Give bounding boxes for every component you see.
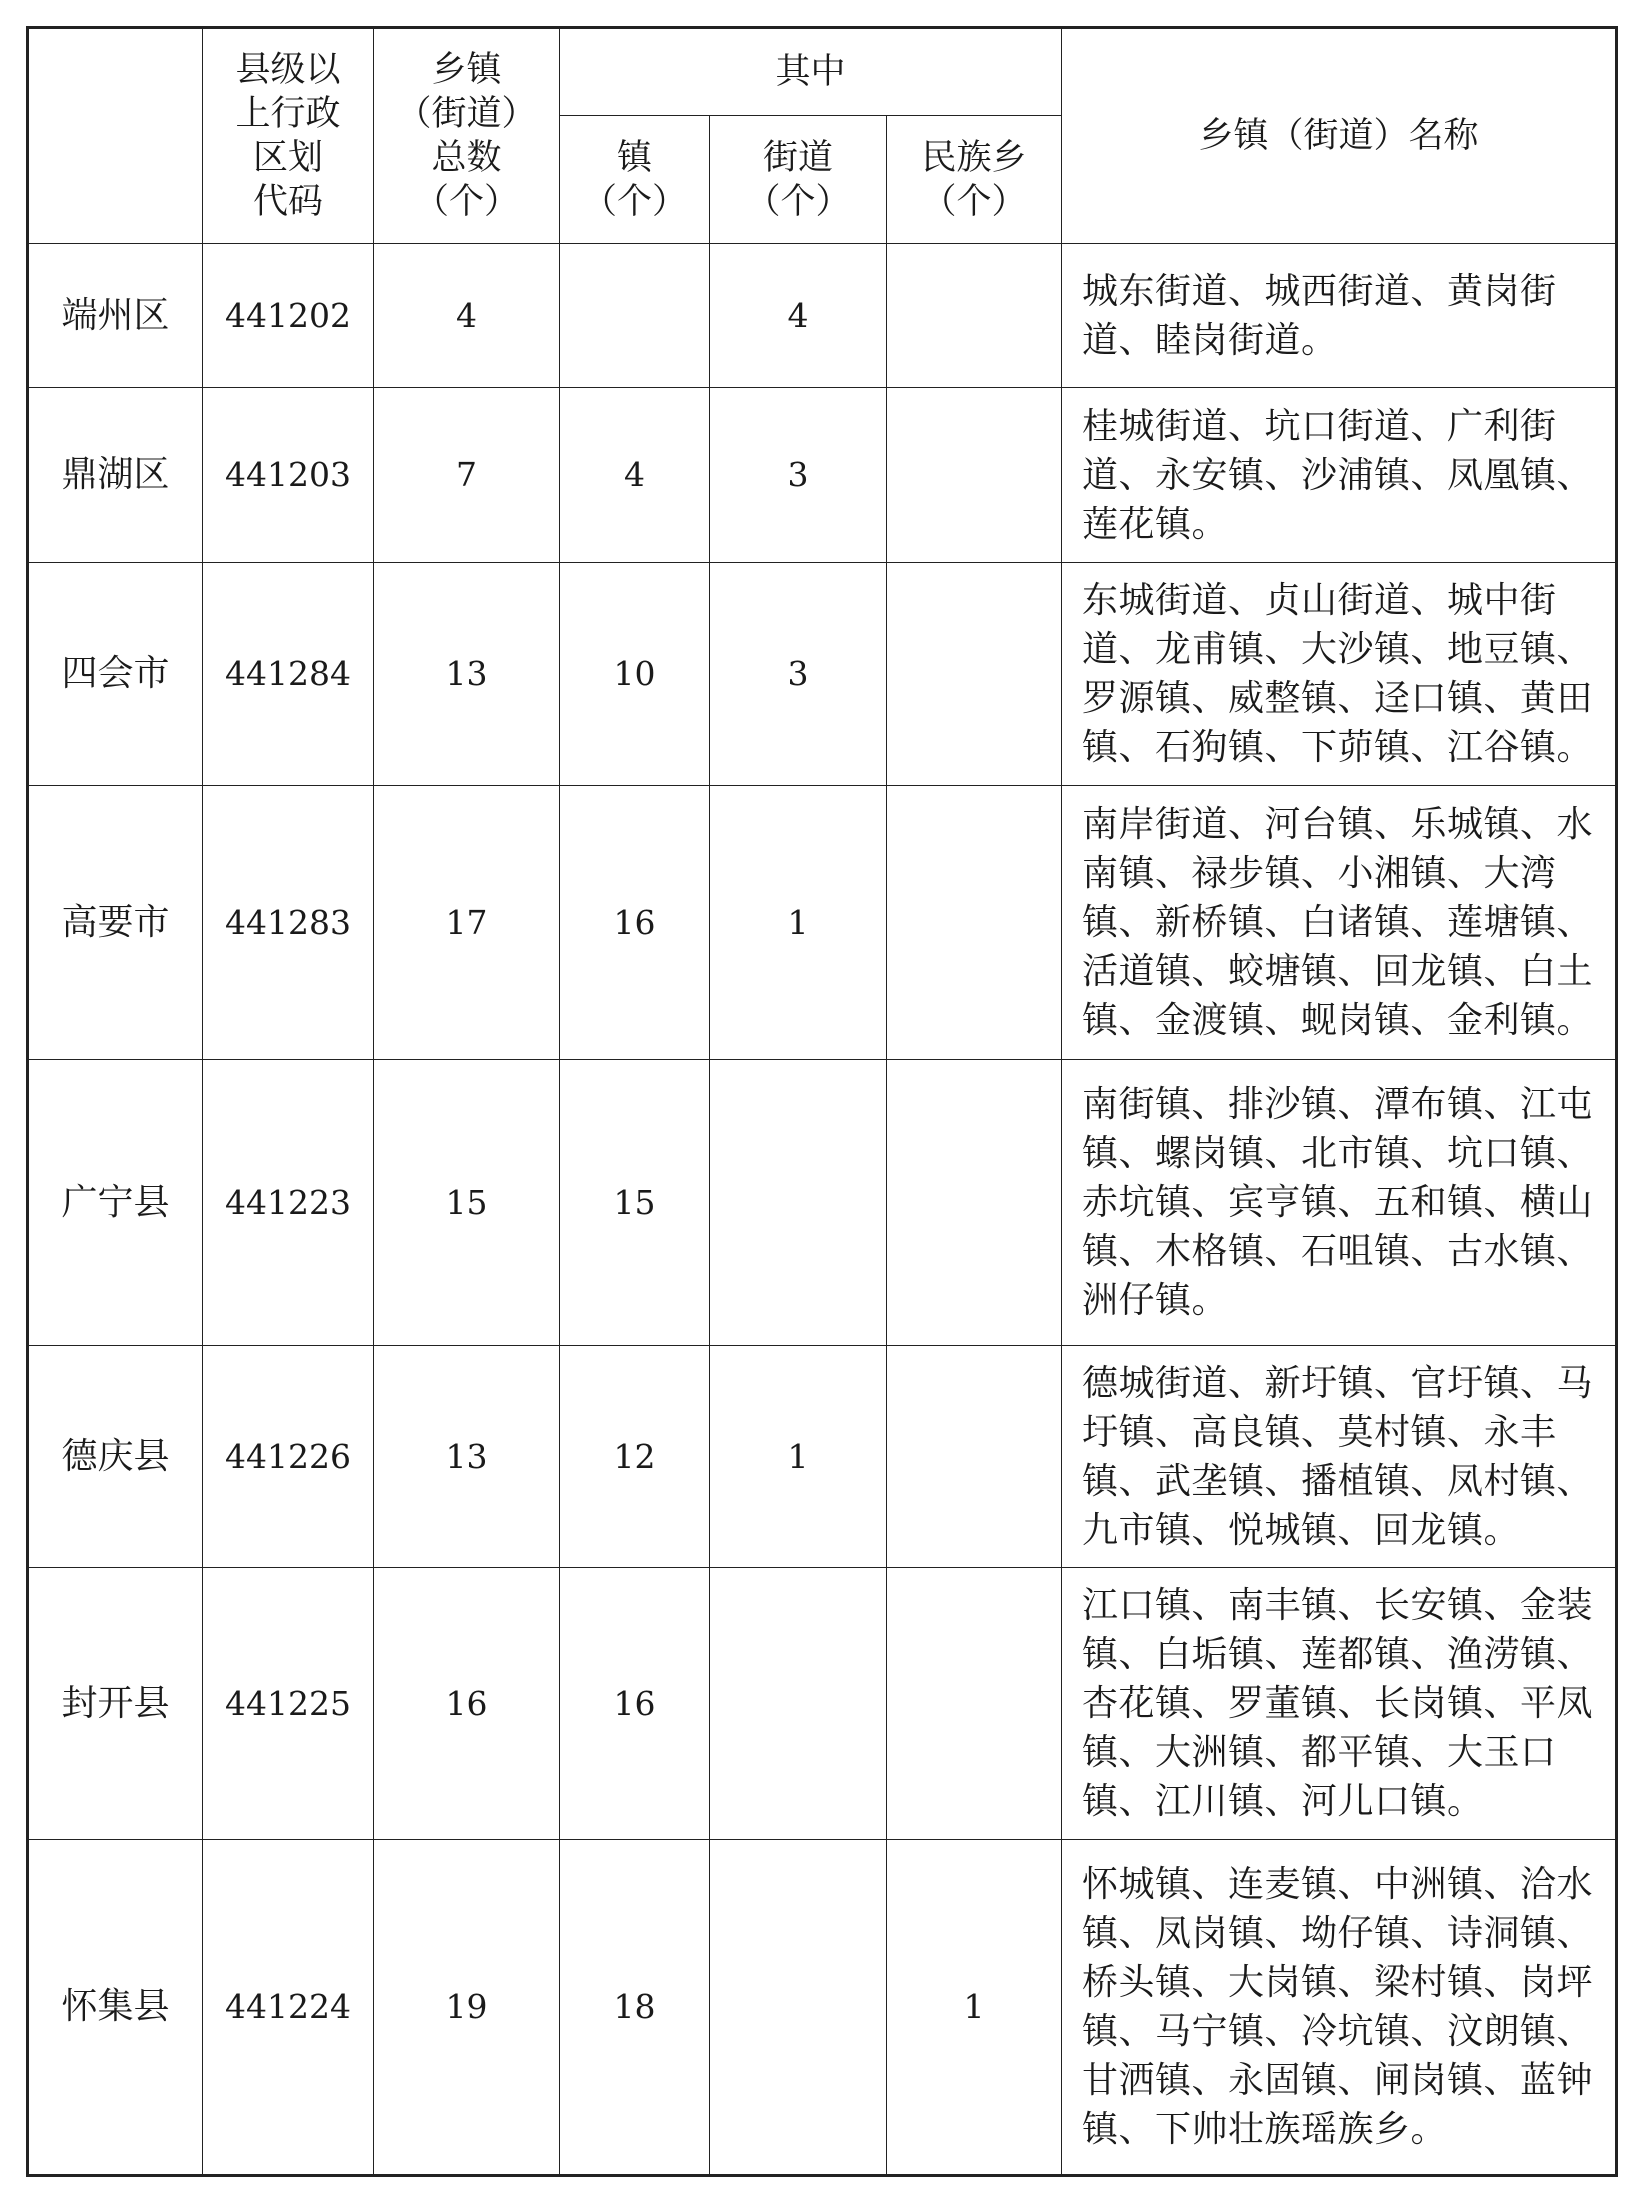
table-row [28,786,1617,1060]
district-cell: 广宁县 [28,1060,203,1346]
table-row [28,1840,1617,2176]
district-cell: 高要市 [28,786,203,1060]
town-count-cell: 16 [560,786,710,1060]
table-row [28,1060,1617,1346]
town-count-cell: 12 [560,1346,710,1568]
total-count-cell: 16 [374,1568,560,1840]
ethnic-township-count-cell [887,1060,1062,1346]
street-count-cell: 1 [710,786,887,1060]
ethnic-township-count-cell: 1 [887,1840,1062,2176]
ethnic-township-count-cell [887,244,1062,388]
township-names-cell: 怀城镇、连麦镇、中洲镇、洽水镇、凤岗镇、坳仔镇、诗洞镇、桥头镇、大岗镇、梁村镇、岗坪镇、马宁镇、冷坑镇、汶朗镇、甘洒镇、永固镇、闸岗镇、蓝钟镇、下帅壮族瑶族乡。 [1062,1840,1617,2176]
header-street-count: 街道 （个） [710,116,887,244]
header-township-names: 乡镇（街道）名称 [1062,28,1617,244]
total-count-cell: 13 [374,563,560,786]
table-row [28,1568,1617,1840]
total-count-cell: 15 [374,1060,560,1346]
header-among-which: 其中 [560,28,1062,116]
street-count-cell: 3 [710,563,887,786]
township-names-cell: 南岸街道、河台镇、乐城镇、水南镇、禄步镇、小湘镇、大湾镇、新桥镇、白诸镇、莲塘镇、活道镇、蛟塘镇、回龙镇、白土镇、金渡镇、蚬岗镇、金利镇。 [1062,786,1617,1060]
admin-code-cell: 441226 [203,1346,374,1568]
district-cell: 德庆县 [28,1346,203,1568]
table-row [28,1346,1617,1568]
table-row [28,244,1617,388]
admin-code-cell: 441283 [203,786,374,1060]
township-names-cell: 江口镇、南丰镇、长安镇、金装镇、白垢镇、莲都镇、渔涝镇、杏花镇、罗董镇、长岗镇、平凤镇、大洲镇、都平镇、大玉口镇、江川镇、河儿口镇。 [1062,1568,1617,1840]
header-town-count: 镇 （个） [560,116,710,244]
township-names-cell: 东城街道、贞山街道、城中街道、龙甫镇、大沙镇、地豆镇、罗源镇、威整镇、迳口镇、黄田镇、石狗镇、下茆镇、江谷镇。 [1062,563,1617,786]
district-cell: 封开县 [28,1568,203,1840]
district-cell: 怀集县 [28,1840,203,2176]
township-names-cell: 德城街道、新圩镇、官圩镇、马圩镇、高良镇、莫村镇、永丰镇、武垄镇、播植镇、凤村镇、九市镇、悦城镇、回龙镇。 [1062,1346,1617,1568]
town-count-cell: 10 [560,563,710,786]
admin-code-cell: 441203 [203,388,374,563]
table-row [28,388,1617,563]
header-total-count: 乡镇 （街道） 总数 （个） [374,28,560,244]
admin-code-cell: 441223 [203,1060,374,1346]
district-cell: 鼎湖区 [28,388,203,563]
ethnic-township-count-cell [887,1568,1062,1840]
total-count-cell: 17 [374,786,560,1060]
town-count-cell: 16 [560,1568,710,1840]
admin-code-cell: 441202 [203,244,374,388]
township-table [26,26,1618,2177]
ethnic-township-count-cell [887,1346,1062,1568]
total-count-cell: 13 [374,1346,560,1568]
header-district-blank [28,28,203,244]
town-count-cell [560,244,710,388]
town-count-cell: 18 [560,1840,710,2176]
total-count-cell: 7 [374,388,560,563]
street-count-cell: 4 [710,244,887,388]
street-count-cell: 1 [710,1346,887,1568]
street-count-cell [710,1568,887,1840]
ethnic-township-count-cell [887,388,1062,563]
district-cell: 端州区 [28,244,203,388]
town-count-cell: 15 [560,1060,710,1346]
admin-code-cell: 441224 [203,1840,374,2176]
township-names-cell: 桂城街道、坑口街道、广利街道、永安镇、沙浦镇、凤凰镇、莲花镇。 [1062,388,1617,563]
total-count-cell: 19 [374,1840,560,2176]
table-body [28,244,1617,2176]
admin-code-cell: 441284 [203,563,374,786]
town-count-cell: 4 [560,388,710,563]
street-count-cell [710,1060,887,1346]
street-count-cell [710,1840,887,2176]
ethnic-township-count-cell [887,786,1062,1060]
header-ethnic-township-count: 民族乡 （个） [887,116,1062,244]
table-header [28,28,1617,244]
street-count-cell: 3 [710,388,887,563]
township-names-cell: 城东街道、城西街道、黄岗街道、睦岗街道。 [1062,244,1617,388]
township-names-cell: 南街镇、排沙镇、潭布镇、江屯镇、螺岗镇、北市镇、坑口镇、赤坑镇、宾亨镇、五和镇、横山镇、木格镇、石咀镇、古水镇、洲仔镇。 [1062,1060,1617,1346]
table-row [28,563,1617,786]
district-cell: 四会市 [28,563,203,786]
admin-code-cell: 441225 [203,1568,374,1840]
total-count-cell: 4 [374,244,560,388]
ethnic-township-count-cell [887,563,1062,786]
header-admin-code: 县级以 上行政 区划 代码 [203,28,374,244]
